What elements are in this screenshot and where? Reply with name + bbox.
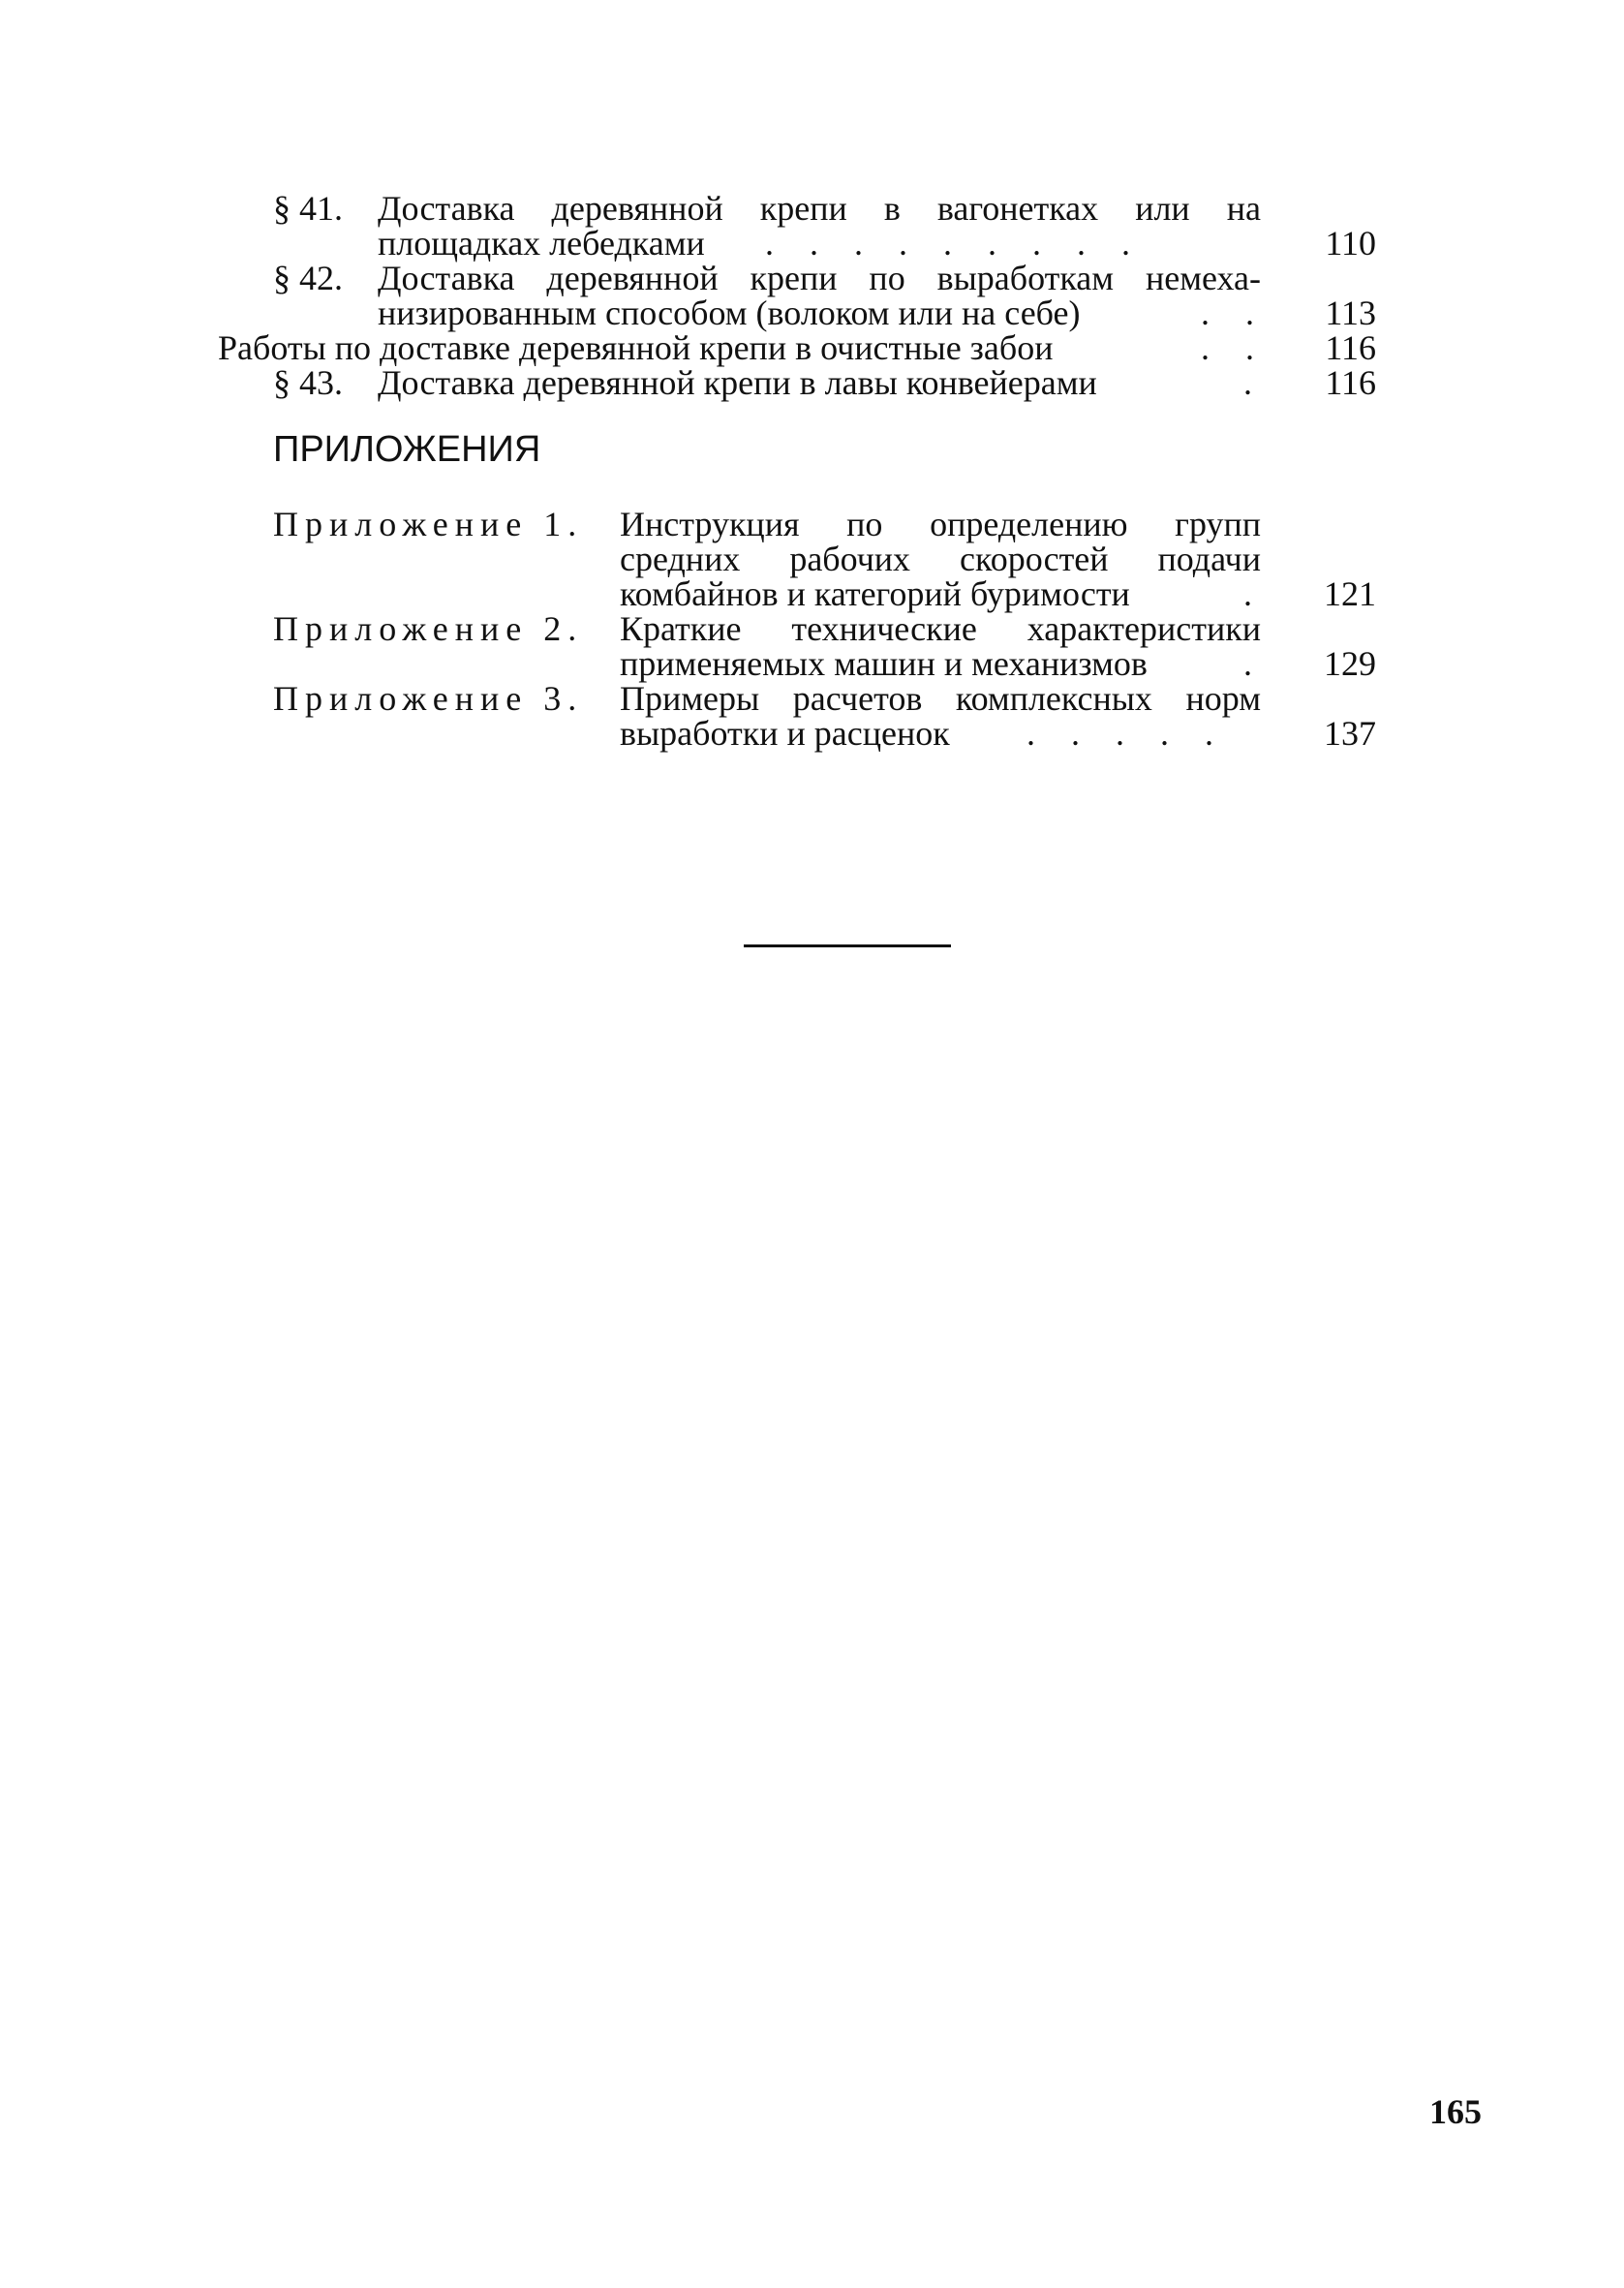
- appendix-label: Приложение 3.: [273, 679, 584, 718]
- page-ref: 110: [1325, 224, 1376, 263]
- section-number: § 43.: [273, 363, 343, 402]
- leader-dots: .: [1243, 363, 1266, 402]
- section-end-rule: [744, 944, 951, 947]
- page-ref: 137: [1324, 714, 1376, 753]
- entry-text-line: средних рабочих скоростей подачи: [620, 540, 1261, 578]
- entry-text-line: площадках лебедками: [378, 224, 705, 263]
- leader-dots: . . . . . . . . .: [765, 224, 1144, 263]
- entry-text-line: Доставка деревянной крепи в лавы конвейерами: [378, 363, 1097, 402]
- page-ref: 116: [1325, 363, 1376, 402]
- entry-text-line: Работы по доставке деревянной крепи в очистные забои: [218, 328, 1054, 367]
- leader-dots: .: [1243, 574, 1266, 613]
- entry-text-line: Инструкция по определению групп: [620, 505, 1261, 543]
- entry-text-line: Доставка деревянной крепи в вагонетках или на: [378, 189, 1261, 228]
- page-ref: 121: [1324, 574, 1376, 613]
- entry-text-line: Доставка деревянной крепи по выработкам немеха-: [378, 259, 1261, 297]
- section-number: § 42.: [273, 259, 343, 297]
- section-number: § 41.: [273, 189, 343, 228]
- leader-dots: . .: [1201, 294, 1268, 332]
- page-ref: 113: [1325, 294, 1376, 332]
- entry-text-line: применяемых машин и механизмов: [620, 644, 1148, 683]
- page-ref: 116: [1325, 328, 1376, 367]
- appendix-label: Приложение 1.: [273, 505, 584, 543]
- leader-dots: . .: [1201, 328, 1268, 367]
- entry-text-line: Краткие технические характеристики: [620, 609, 1261, 648]
- leader-dots: . . . . .: [1026, 714, 1227, 753]
- entry-text-line: низированным способом (волоком или на себе): [378, 294, 1081, 332]
- page-number: 165: [1429, 2092, 1482, 2131]
- appendices-heading: ПРИЛОЖЕНИЯ: [273, 429, 541, 470]
- page-ref: 129: [1324, 644, 1376, 683]
- entry-text-line: Примеры расчетов комплексных норм: [620, 679, 1261, 718]
- leader-dots: .: [1243, 644, 1266, 683]
- entry-text-line: комбайнов и категорий буримости: [620, 574, 1130, 613]
- appendix-label: Приложение 2.: [273, 609, 584, 648]
- entry-text-line: выработки и расценок: [620, 714, 950, 753]
